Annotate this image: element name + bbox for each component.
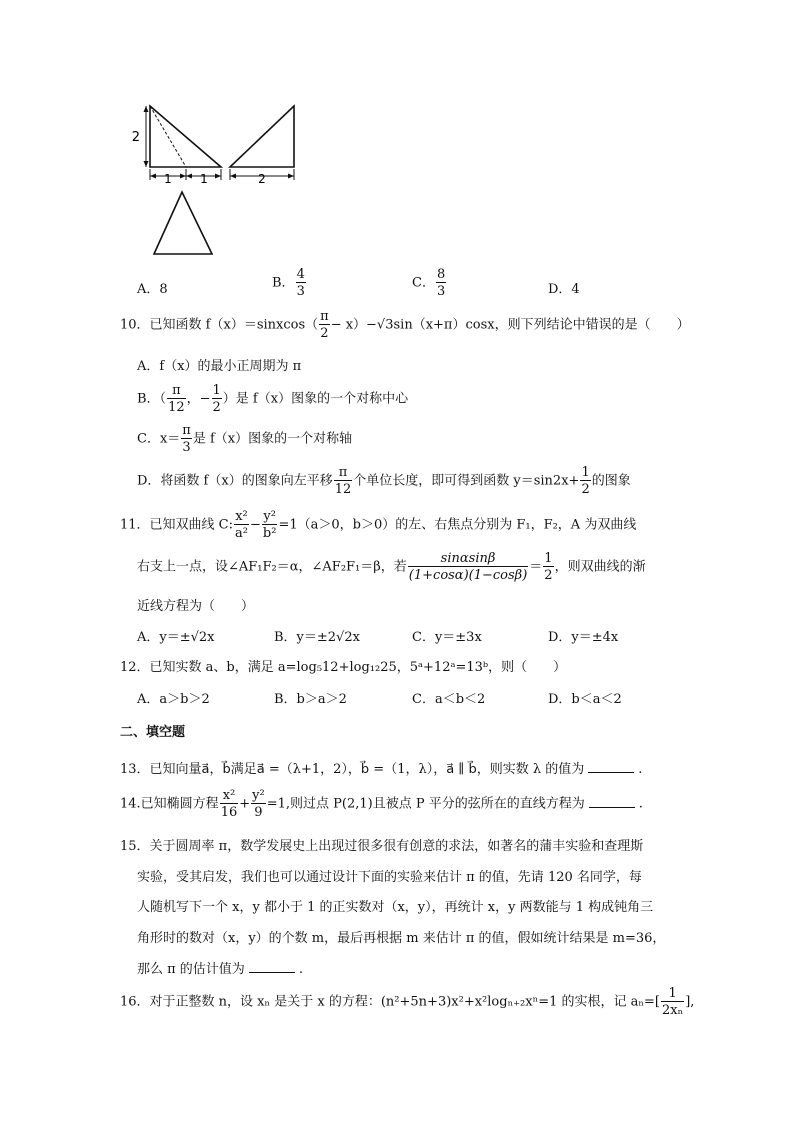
- numerator: 8: [436, 267, 446, 282]
- q14-end: .: [638, 796, 643, 812]
- q13-end: .: [638, 762, 643, 777]
- denominator: 2: [212, 400, 221, 415]
- q9-option-c-prefix: C．: [412, 275, 435, 291]
- q11-stem-line1: [120, 510, 636, 540]
- dim-label-1a: 1: [164, 172, 172, 186]
- q9-option-a[interactable]: A．8: [137, 282, 168, 297]
- q10-d-part3: 的图象: [591, 473, 631, 489]
- q9-option-c[interactable]: [412, 268, 447, 298]
- q11-y-fraction: [262, 510, 278, 540]
- q10-b-fraction2: [212, 384, 222, 414]
- q10-d-part1: D．将函数 f（x）的图象向左平移: [137, 473, 333, 489]
- q9-option-c-fraction: [436, 268, 446, 298]
- numerator: 1: [661, 987, 684, 1002]
- numerator: 4: [296, 267, 305, 282]
- q10-c-part2: 是 f（x）图象的一个对称轴: [192, 431, 353, 447]
- q10-b-part1: B．（: [137, 391, 167, 407]
- q11-line2-part1: 右支上一点，设∠AF₁F₂＝α，∠AF₂F₁＝β，若: [137, 559, 407, 575]
- numerator: π: [320, 309, 329, 324]
- dim-label-2b: 2: [258, 172, 266, 186]
- q11-line2-part3: ，则双曲线的渐: [554, 559, 646, 575]
- q10-b-mid: ，−: [186, 391, 211, 407]
- denominator: 12: [168, 400, 185, 415]
- numerator: y²: [252, 788, 265, 803]
- q14-stem: [120, 789, 643, 819]
- q11-option-c[interactable]: C．y＝±3x: [412, 630, 482, 645]
- q15-line2: 实验，受其启发，我们也可以通过设计下面的实验来估计 π 的值，先请 120 名同学，每: [137, 870, 642, 885]
- top-view-triangle: [154, 192, 212, 254]
- denominator: 9: [254, 805, 263, 820]
- q14-stem-part2: =1,则过点 P(2,1)且被点 P 平分的弦所在的直线方程为: [266, 796, 585, 812]
- q10-option-c[interactable]: [137, 424, 352, 454]
- q12-stem: 12．已知实数 a、b，满足 a=log₅12+log₁₂25，5ᵃ+12ᵃ=13ᵇ，则（ ）: [120, 660, 567, 675]
- q11-stem-part1: 11．已知双曲线 C:: [120, 517, 234, 533]
- q15-line3: 人随机写下一个 x，y 都小于 1 的正实数对（x，y），再统计 x，y 两数能与 1 构成钝角三: [137, 900, 654, 915]
- q14-x-fraction: [220, 789, 239, 819]
- denominator: 2: [544, 568, 553, 583]
- q11-option-b[interactable]: B．y＝±2√2x: [274, 630, 360, 645]
- q12-option-d[interactable]: D．b＜a＜2: [548, 692, 622, 707]
- numerator: 1: [581, 465, 590, 480]
- q10-b-fraction1: [167, 384, 186, 414]
- q15-end: .: [298, 962, 303, 977]
- denominator: 2: [320, 326, 329, 341]
- q10-d-fraction1: [334, 466, 353, 496]
- q10-stem-part2: − x）−√3sin（x+π）cosx，则下列结论中错误的是（ ）: [330, 317, 690, 333]
- q16-stem: [120, 987, 694, 1017]
- q11-stem-part2: =1（a＞0，b＞0）的左、右焦点分别为 F₁，F₂，A 为双曲线: [278, 517, 637, 533]
- q10-stem-part1: 10．已知函数 f（x）＝sinxcos（: [120, 317, 319, 333]
- q15-line1: 15．关于圆周率 π，数学发展史上出现过很多很有创意的求法，如著名的蒲丰实验和查理斯: [120, 839, 644, 854]
- denominator: 12: [334, 482, 352, 497]
- q13-stem-text: 13．已知向量a⃗，b⃗满足a⃗ =（λ+1，2），b⃗ =（1，λ），a⃗ ∥ b⃗，则实数 λ 的值为: [120, 762, 585, 777]
- numerator: sinαsinβ: [408, 552, 528, 567]
- denominator: b²: [262, 526, 277, 541]
- three-view-figure: [128, 96, 308, 261]
- front-view-triangle: [144, 106, 222, 180]
- q9-option-b-prefix: B．: [272, 275, 295, 291]
- q12-option-c[interactable]: C．a＜b＜2: [412, 692, 486, 707]
- q15-answer-blank[interactable]: [249, 961, 295, 973]
- numerator: y²: [263, 509, 276, 524]
- q13-stem: [120, 758, 642, 777]
- q14-stem-part1: 14.已知椭圆方程: [120, 796, 219, 812]
- q13-answer-blank[interactable]: [588, 761, 634, 773]
- q9-option-b[interactable]: [272, 268, 307, 298]
- numerator: π: [182, 423, 191, 438]
- dim-label-2: 2: [131, 130, 140, 145]
- q10-d-part2: 个单位长度，即可得到函数 y＝sin2x+: [353, 473, 580, 489]
- q10-option-d[interactable]: [137, 466, 631, 496]
- q11-stem-line3: 近线方程为（ ）: [137, 599, 255, 614]
- section-title-fill-in: 二、填空题: [120, 725, 186, 740]
- numerator: 1: [212, 383, 221, 398]
- dim-label-1b: 1: [200, 172, 208, 186]
- denominator: 3: [436, 284, 446, 299]
- q15-line4: 角形时的数对（x，y）的个数 m，最后再根据 m 来估计 π 的值，假如统计结果是 m=36，: [137, 931, 666, 946]
- side-view-triangle: [230, 106, 294, 180]
- q15-line5-text: 那么 π 的估计值为: [137, 962, 245, 977]
- numerator: π: [167, 384, 186, 399]
- q9-option-b-fraction: [296, 268, 306, 298]
- q14-y-fraction: [251, 789, 266, 819]
- denominator: 3: [182, 440, 191, 455]
- q12-option-b[interactable]: B．b＞a＞2: [274, 692, 347, 707]
- q11-ratio-fraction: [408, 552, 528, 582]
- q16-stem-part1: 16．对于正整数 n，设 xₙ 是关于 x 的方程：(n²+5n+3)x²+x²logₙ₊₂xⁿ=1 的实根，记 aₙ=[: [120, 994, 660, 1010]
- q16-stem-part2: ],: [685, 994, 695, 1010]
- q10-option-b[interactable]: [137, 384, 408, 414]
- q15-line5: [137, 958, 303, 977]
- numerator: x²: [220, 789, 239, 804]
- q11-option-a[interactable]: A．y＝±√2x: [137, 630, 215, 645]
- q10-option-a[interactable]: A．f（x）的最小正周期为 π: [137, 359, 302, 374]
- q10-c-fraction: [181, 424, 192, 454]
- q12-option-a[interactable]: A．a＞b＞2: [137, 692, 210, 707]
- denominator: 16: [220, 805, 238, 820]
- q10-stem: [120, 310, 690, 340]
- q11-minus: −: [249, 517, 261, 533]
- q14-answer-blank[interactable]: [589, 796, 635, 808]
- denominator: 3: [296, 284, 305, 299]
- q10-c-part1: C．x＝: [137, 431, 181, 447]
- q16-fraction: [661, 987, 684, 1017]
- denominator: 2: [581, 482, 590, 497]
- q11-option-d[interactable]: D．y＝±4x: [548, 630, 619, 645]
- numerator: π: [334, 466, 353, 481]
- numerator: 1: [544, 551, 553, 566]
- q11-stem-line2: [137, 552, 646, 582]
- q10-b-part2: ）是 f（x）图象的一个对称中心: [222, 391, 409, 407]
- q9-option-d[interactable]: D．4: [548, 282, 580, 297]
- q11-x-fraction: [234, 510, 249, 540]
- q10-d-fraction2: [580, 466, 590, 496]
- denominator: (1+cosα)(1−cosβ): [408, 568, 528, 583]
- q11-half-fraction: [543, 552, 553, 582]
- q14-plus: +: [239, 796, 251, 812]
- denominator: a²: [235, 526, 248, 541]
- numerator: x²: [235, 509, 248, 524]
- q11-line2-part2: ＝: [529, 559, 543, 575]
- denominator: 2xₙ: [662, 1003, 684, 1018]
- q10-stem-fraction: [319, 310, 330, 340]
